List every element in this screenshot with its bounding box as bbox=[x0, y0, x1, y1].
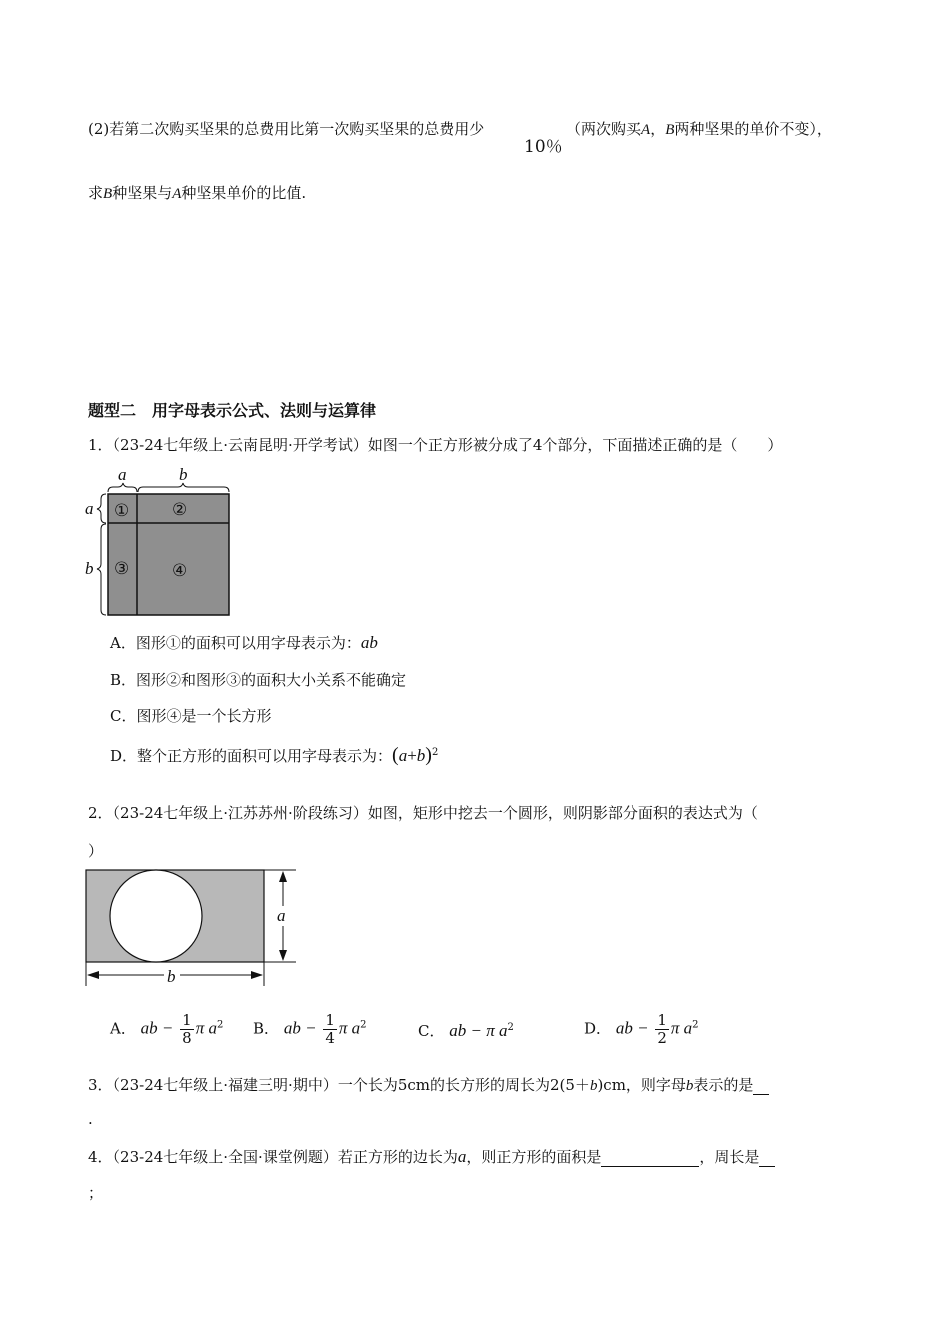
label-a: a bbox=[277, 906, 286, 925]
q4-text-pre: 4．（23-24七年级上·全国·课堂例题）若正方形的边长为 bbox=[88, 1148, 458, 1166]
top-brace-b bbox=[138, 483, 229, 492]
part2-line1-post-a: （两次购买 bbox=[566, 120, 642, 138]
q1-option-b[interactable]: B．图形②和图形③的面积大小关系不能确定 bbox=[110, 671, 407, 689]
q2-option-c-pre: ab − π a bbox=[449, 1021, 508, 1040]
q2-option-a-label: A． bbox=[110, 1019, 136, 1038]
left-brace-a bbox=[97, 494, 106, 523]
region-1-label: ① bbox=[114, 501, 130, 521]
comma: ， bbox=[650, 120, 666, 138]
q2-option-c-label: C． bbox=[418, 1022, 445, 1040]
q2-option-b-label: B． bbox=[253, 1019, 280, 1038]
q1-option-d-b: b bbox=[416, 746, 426, 765]
q4-area-blank[interactable] bbox=[601, 1152, 699, 1167]
label-left-b: b bbox=[85, 559, 94, 578]
q3-text-post: 表示的是 bbox=[693, 1076, 754, 1094]
arrow-left bbox=[87, 971, 99, 979]
q3-var-b2: b bbox=[685, 1078, 694, 1094]
q1-option-d-plus: + bbox=[407, 746, 417, 765]
q3-var-b: b bbox=[589, 1078, 598, 1094]
q2-option-a-post: π a bbox=[195, 1018, 217, 1038]
arrow-right bbox=[251, 971, 263, 979]
var-b: B bbox=[665, 122, 675, 138]
q1-option-d-exp: 2 bbox=[431, 747, 439, 758]
region-3-label: ③ bbox=[114, 559, 130, 579]
var-b: B bbox=[103, 186, 113, 202]
arrow-down bbox=[279, 950, 287, 961]
q4-line1 bbox=[88, 1146, 775, 1167]
q3-text-mid: )cm，则字母 bbox=[597, 1076, 686, 1094]
q3-answer-blank[interactable] bbox=[753, 1080, 769, 1095]
q3-text-pre: 3．（23-24七年级上·福建三明·期中）一个长为5cm的长方形的周长为2(5＋ bbox=[88, 1076, 590, 1094]
percent-value: 10％ bbox=[524, 137, 563, 157]
arrow-up bbox=[279, 871, 287, 882]
part2-line2-mid1: 种坚果与 bbox=[112, 184, 173, 202]
q2-option-d-post: π a bbox=[670, 1018, 693, 1038]
part2-line2-pre: 求 bbox=[88, 184, 104, 202]
q2-option-b-post: π a bbox=[338, 1018, 361, 1038]
q2-option-a-fraction: $\frac{1}{8}$ bbox=[182, 1011, 192, 1047]
part2-line2 bbox=[88, 182, 306, 203]
q4-perimeter-blank[interactable] bbox=[759, 1152, 775, 1167]
q2-option-b-pre: ab − bbox=[283, 1018, 317, 1038]
left-brace-b bbox=[97, 524, 106, 615]
q1-square-figure bbox=[80, 462, 240, 622]
q1-option-a-text: A．图形①的面积可以用字母表示为： bbox=[110, 634, 361, 652]
label-left-a: a bbox=[85, 499, 94, 518]
q2-option-a[interactable]: A． ab − $\frac{1}{8}$ π $a^2$ bbox=[110, 1011, 224, 1047]
q4-text-post: ，周长是 bbox=[699, 1148, 760, 1166]
part2-line1 bbox=[88, 118, 484, 139]
q4-line2: ； bbox=[88, 1184, 104, 1202]
var-a: A bbox=[172, 186, 182, 202]
top-brace-a bbox=[108, 483, 137, 492]
q3-line2: . bbox=[88, 1110, 93, 1128]
label-top-b: b bbox=[179, 465, 188, 484]
label-top-a: a bbox=[118, 465, 127, 484]
q2-stem: 2．（23-24七年级上·江苏苏州·阶段练习）如图，矩形中挖去一个圆形，则阴影部分面积的表达式为（ bbox=[88, 804, 758, 822]
part2-line1-post-b: 两种坚果的单价不变）， bbox=[674, 120, 832, 138]
q2-option-d-pre: ab − bbox=[615, 1018, 649, 1038]
q4-var-a: a bbox=[457, 1147, 467, 1166]
q2-stem-close: ） bbox=[88, 842, 104, 860]
q2-option-a-pre: ab − bbox=[140, 1018, 174, 1038]
part2-line2-mid2: 种坚果单价的比值. bbox=[181, 184, 307, 202]
q2-option-c[interactable]: C． ab − π $a^2$ bbox=[418, 1021, 514, 1040]
region-4-label: ④ bbox=[172, 561, 188, 581]
part2-line1-pre: (2)若第二次购买坚果的总费用比第一次购买坚果的总费用少 bbox=[88, 120, 485, 138]
q2-option-d-fraction: $\frac{1}{2}$ bbox=[657, 1011, 667, 1047]
q2-option-b[interactable]: B． ab − $\frac{1}{4}$ π $a^2$ bbox=[253, 1011, 367, 1047]
q1-option-a-math: ab bbox=[360, 633, 378, 652]
circle-cutout bbox=[110, 870, 202, 962]
q1-option-d-a: a bbox=[398, 746, 408, 765]
part2-line1-rest bbox=[566, 118, 832, 139]
q2-option-b-fraction: $\frac{1}{4}$ bbox=[325, 1011, 335, 1047]
q1-option-d[interactable]: D．整个正方形的面积可以用字母表示为：$(a+b)^2$ bbox=[110, 744, 439, 766]
q1-option-c[interactable]: C．图形④是一个长方形 bbox=[110, 707, 272, 725]
q1-option-d-text: D．整个正方形的面积可以用字母表示为： bbox=[110, 747, 393, 765]
section-title: 题型二 用字母表示公式、法则与运算律 bbox=[88, 401, 377, 420]
label-b: b bbox=[167, 967, 176, 986]
q1-stem: 1．（23-24七年级上·云南昆明·开学考试）如图一个正方形被分成了4个部分，下面描述正确的是（ ） bbox=[88, 436, 783, 454]
q4-text-mid: ，则正方形的面积是 bbox=[466, 1148, 602, 1166]
q2-rectangle-figure bbox=[84, 866, 299, 988]
region-2-label: ② bbox=[172, 500, 188, 520]
q3-line1 bbox=[88, 1074, 769, 1095]
q1-option-a[interactable] bbox=[110, 632, 378, 653]
var-a: A bbox=[641, 122, 651, 138]
q2-option-d[interactable]: D． ab − $\frac{1}{2}$ π $a^2$ bbox=[584, 1011, 699, 1047]
q2-option-d-label: D． bbox=[584, 1019, 612, 1038]
